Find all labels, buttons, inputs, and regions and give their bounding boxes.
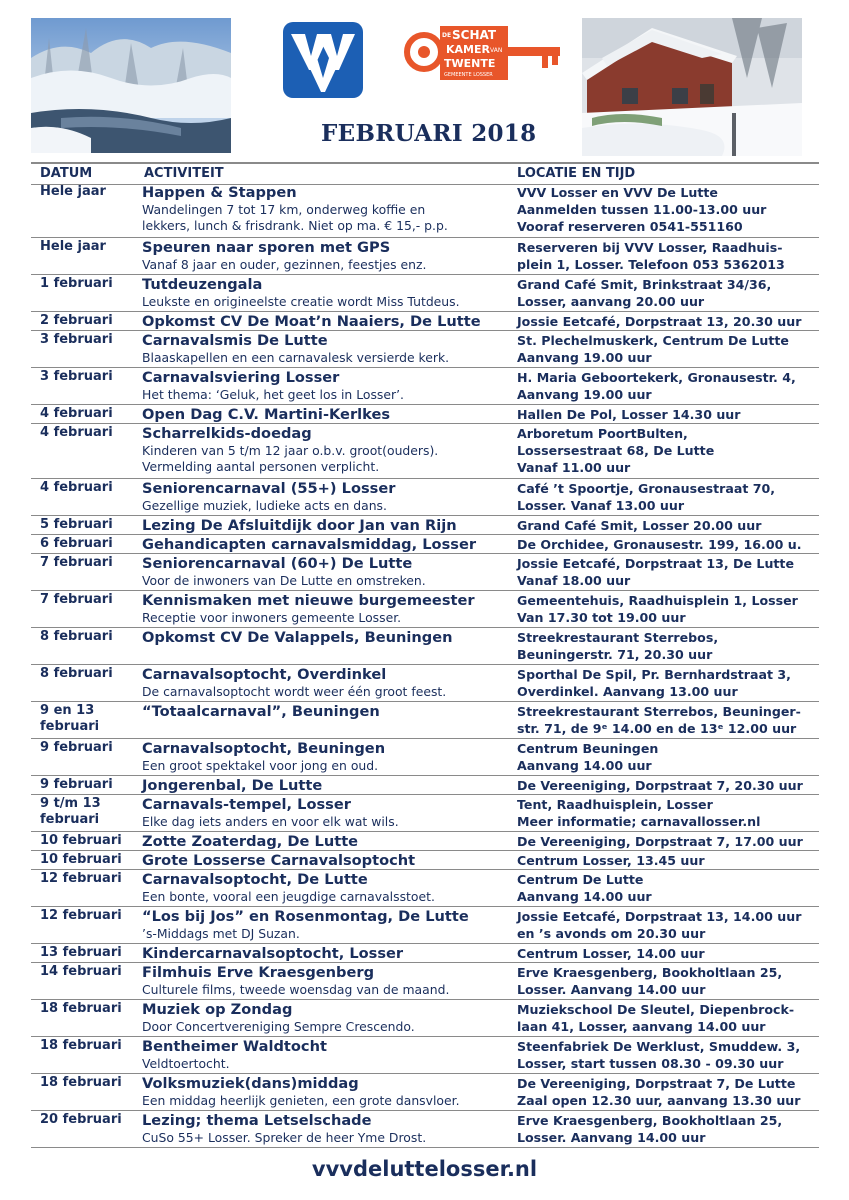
event-location: Erve Kraesgenberg, Bookholtlaan 25, Losser. Aanvang 14.00 uur — [517, 1113, 783, 1145]
vvv-logo — [283, 22, 363, 98]
event-date: 3 februari — [40, 369, 113, 384]
footer-divider — [31, 1147, 819, 1148]
event-location: Gemeentehuis, Raadhuisplein 1, Losser Van 17.30 tot 19.00 uur — [517, 593, 798, 625]
event-title: Lezing De Afsluitdijk door Jan van Rijn — [142, 517, 457, 534]
event-date: 4 februari — [40, 480, 113, 495]
event-location: Arboretum PoortBulten, Lossersestraat 68, De Lutte Vanaf 11.00 uur — [517, 426, 715, 475]
event-date: 9 februari — [40, 777, 113, 792]
event-date: 12 februari — [40, 871, 122, 886]
schatkamer-twente-logo — [402, 22, 572, 84]
event-activity — [142, 536, 512, 554]
event-title: Carnavalsviering Losser — [142, 369, 340, 386]
event-title: Volksmuziek(dans)middag — [142, 1075, 359, 1092]
event-description: Het thema: ‘Geluk, het geet los in Losser’. — [142, 387, 404, 402]
event-title: Filmhuis Erve Kraesgenberg — [142, 964, 375, 981]
schat-text-kamer: KAMER — [446, 43, 490, 56]
event-location: Centrum Beuningen Aanvang 14.00 uur — [517, 741, 659, 773]
event-date: 8 februari — [40, 629, 113, 644]
event-title: Carnavalsmis De Lutte — [142, 332, 328, 349]
event-activity — [142, 796, 512, 830]
event-location: Grand Café Smit, Losser 20.00 uur — [517, 518, 762, 533]
event-description: Een middag heerlijk genieten, een grote dansvloer. — [142, 1093, 460, 1108]
event-activity — [142, 703, 512, 721]
column-header-date: DATUM — [40, 166, 93, 181]
table-header — [31, 162, 819, 185]
event-activity — [142, 871, 512, 905]
event-location: Jossie Eetcafé, Dorpstraat 13, De Lutte Vanaf 18.00 uur — [517, 556, 794, 588]
event-title: Carnavalsoptocht, Beuningen — [142, 740, 386, 757]
event-description: Blaaskapellen en een carnavalesk versierde kerk. — [142, 350, 450, 365]
event-date: 18 februari — [40, 1038, 122, 1053]
event-date: Hele jaar — [40, 239, 106, 254]
event-date: 2 februari — [40, 313, 113, 328]
event-activity — [142, 1112, 512, 1146]
event-activity — [142, 592, 512, 626]
event-date: 9 t/m 13 februari — [40, 796, 101, 827]
event-date: 4 februari — [40, 425, 113, 440]
event-title: Kindercarnavalsoptocht, Losser — [142, 945, 404, 962]
event-location: St. Plechelmuskerk, Centrum De Lutte Aanvang 19.00 uur — [517, 333, 789, 365]
event-title: Carnavals-tempel, Losser — [142, 796, 351, 813]
event-activity — [142, 964, 512, 998]
event-description: Kinderen van 5 t/m 12 jaar o.b.v. groot(ouders). Vermelding aantal personen verplicht. — [142, 443, 439, 474]
event-date: 13 februari — [40, 945, 122, 960]
event-description: Voor de inwoners van De Lutte en omstreken. — [142, 573, 426, 588]
event-location: Steenfabriek De Werklust, Smuddew. 3, Losser, start tussen 08.30 - 09.30 uur — [517, 1039, 801, 1071]
event-row — [31, 832, 819, 851]
event-title: Bentheimer Waldtocht — [142, 1038, 327, 1055]
event-location: De Vereeniging, Dorpstraat 7, 20.30 uur — [517, 778, 803, 793]
event-row — [31, 516, 819, 535]
event-date: 4 februari — [40, 406, 113, 421]
event-title: Muziek op Zondag — [142, 1001, 293, 1018]
event-date: 6 februari — [40, 536, 113, 551]
event-activity — [142, 406, 512, 424]
event-date: 9 en 13 februari — [40, 703, 100, 734]
event-location: Hallen De Pol, Losser 14.30 uur — [517, 407, 741, 422]
event-location: De Vereeniging, Dorpstraat 7, 17.00 uur — [517, 834, 803, 849]
event-description: Culturele films, tweede woensdag van de maand. — [142, 982, 450, 997]
event-activity — [142, 555, 512, 589]
event-activity — [142, 313, 512, 331]
event-date: Hele jaar — [40, 184, 106, 199]
event-row — [31, 1037, 819, 1074]
event-title: “Los bij Jos” en Rosenmontag, De Lutte — [142, 908, 469, 925]
event-title: Gehandicapten carnavalsmiddag, Losser — [142, 536, 477, 553]
snowy-farmhouse-photo — [582, 18, 802, 156]
event-description: Veldtoertocht. — [142, 1056, 230, 1071]
event-location: Jossie Eetcafé, Dorpstraat 13, 14.00 uur en ’s avonds om 20.30 uur — [517, 909, 802, 941]
event-activity — [142, 480, 512, 514]
event-activity — [142, 332, 512, 366]
event-date: 20 februari — [40, 1112, 122, 1127]
event-activity — [142, 740, 512, 774]
event-row — [31, 312, 819, 331]
event-description: Een groot spektakel voor jong en oud. — [142, 758, 379, 773]
schat-text-schat: SCHAT — [452, 28, 497, 42]
event-activity — [142, 369, 512, 403]
event-title: Opkomst CV De Valappels, Beuningen — [142, 629, 453, 646]
events-table — [31, 183, 819, 1148]
schat-text-gemeente: GEMEENTE LOSSER — [444, 72, 493, 78]
event-location: Centrum Losser, 13.45 uur — [517, 853, 705, 868]
event-activity — [142, 945, 512, 963]
event-location: Centrum De Lutte Aanvang 14.00 uur — [517, 872, 652, 904]
event-row — [31, 238, 819, 275]
event-row — [31, 368, 819, 405]
event-location: Sporthal De Spil, Pr. Bernhardstraat 3, Overdinkel. Aanvang 13.00 uur — [517, 667, 791, 699]
event-location: VVV Losser en VVV De Lutte Aanmelden tussen 11.00-13.00 uur Vooraf reserveren 0541-551160 — [517, 185, 767, 234]
event-date: 1 februari — [40, 276, 113, 291]
event-row — [31, 554, 819, 591]
event-location: Grand Café Smit, Brinkstraat 34/36, Losser, aanvang 20.00 uur — [517, 277, 772, 309]
event-description: Vanaf 8 jaar en ouder, gezinnen, feestjes enz. — [142, 257, 427, 272]
event-description: Leukste en origineelste creatie wordt Miss Tutdeus. — [142, 294, 460, 309]
event-title: Open Dag C.V. Martini-Kerlkes — [142, 406, 391, 423]
event-activity — [142, 1038, 512, 1072]
event-activity — [142, 629, 512, 647]
event-title: Seniorencarnaval (55+) Losser — [142, 480, 396, 497]
page-header — [0, 0, 849, 162]
event-row — [31, 1000, 819, 1037]
event-date: 5 februari — [40, 517, 113, 532]
event-description: De carnavalsoptocht wordt weer één groot feest. — [142, 684, 447, 699]
event-date: 10 februari — [40, 852, 122, 867]
event-title: Kennismaken met nieuwe burgemeester — [142, 592, 475, 609]
event-row — [31, 851, 819, 870]
event-location: Jossie Eetcafé, Dorpstraat 13, 20.30 uur — [517, 314, 802, 329]
event-date: 7 februari — [40, 555, 113, 570]
event-location: De Orchidee, Gronausestr. 199, 16.00 u. — [517, 537, 802, 552]
event-activity — [142, 276, 512, 310]
event-row — [31, 963, 819, 1000]
event-date: 9 februari — [40, 740, 113, 755]
event-location: Reserveren bij VVV Losser, Raadhuis- plein 1, Losser. Telefoon 053 5362013 — [517, 240, 785, 272]
event-location: Tent, Raadhuisplein, Losser Meer informatie; carnavallosser.nl — [517, 797, 761, 829]
event-title: Speuren naar sporen met GPS — [142, 239, 391, 256]
event-row — [31, 479, 819, 516]
event-location: Streekrestaurant Sterrebos, Beuninger- str. 71, de 9ᵉ 14.00 en de 13ᵉ 12.00 uur — [517, 704, 801, 736]
event-date: 7 februari — [40, 592, 113, 607]
event-date: 12 februari — [40, 908, 122, 923]
event-description: Door Concertvereniging Sempre Crescendo. — [142, 1019, 415, 1034]
event-title: Carnavalsoptocht, De Lutte — [142, 871, 368, 888]
event-location: Centrum Losser, 14.00 uur — [517, 946, 705, 961]
event-activity — [142, 852, 512, 870]
event-activity — [142, 666, 512, 700]
event-activity — [142, 239, 512, 273]
event-title: Tutdeuzengala — [142, 276, 263, 293]
event-row — [31, 665, 819, 702]
schat-text-twente: TWENTE — [444, 57, 496, 70]
event-row — [31, 535, 819, 554]
event-row — [31, 739, 819, 776]
event-row — [31, 183, 819, 238]
event-activity — [142, 1001, 512, 1035]
event-row — [31, 795, 819, 832]
event-activity — [142, 1075, 512, 1109]
website-link[interactable]: vvvdeluttelosser.nl — [311, 1157, 538, 1181]
event-description: Een bonte, vooral een jeugdige carnavalsstoet. — [142, 889, 435, 904]
event-date: 3 februari — [40, 332, 113, 347]
event-activity — [142, 184, 512, 234]
event-title: Seniorencarnaval (60+) De Lutte — [142, 555, 413, 572]
event-activity — [142, 833, 512, 851]
event-date: 18 februari — [40, 1001, 122, 1016]
event-title: Lezing; thema Letselschade — [142, 1112, 372, 1129]
event-description: CuSo 55+ Losser. Spreker de heer Yme Drost. — [142, 1130, 427, 1145]
event-row — [31, 907, 819, 944]
event-title: Scharrelkids-doedag — [142, 425, 312, 442]
event-row — [31, 1111, 819, 1148]
event-date: 10 februari — [40, 833, 122, 848]
event-title: Carnavalsoptocht, Overdinkel — [142, 666, 387, 683]
event-description: Wandelingen 7 tot 17 km, onderweg koffie en lekkers, lunch & frisdrank. Niet op ma. € 15,- p.p. — [142, 202, 448, 233]
event-row — [31, 405, 819, 424]
event-description: ’s-Middags met DJ Suzan. — [142, 926, 300, 941]
event-row — [31, 944, 819, 963]
event-title: “Totaalcarnaval”, Beuningen — [142, 703, 380, 720]
event-description: Receptie voor inwoners gemeente Losser. — [142, 610, 402, 625]
event-description: Elke dag iets anders en voor elk wat wils. — [142, 814, 399, 829]
schat-text-van: VAN — [490, 47, 503, 54]
event-location: H. Maria Geboortekerk, Gronausestr. 4, Aanvang 19.00 uur — [517, 370, 796, 402]
event-row — [31, 702, 819, 739]
event-title: Happen & Stappen — [142, 184, 297, 201]
event-row — [31, 776, 819, 795]
event-title: Grote Losserse Carnavalsoptocht — [142, 852, 416, 869]
event-location: De Vereeniging, Dorpstraat 7, De Lutte Zaal open 12.30 uur, aanvang 13.30 uur — [517, 1076, 801, 1108]
event-location: Streekrestaurant Sterrebos, Beuningerstr. 71, 20.30 uur — [517, 630, 719, 662]
event-row — [31, 275, 819, 312]
event-location: Erve Kraesgenberg, Bookholtlaan 25, Losser. Aanvang 14.00 uur — [517, 965, 783, 997]
schat-text-de: DE — [442, 32, 452, 39]
event-activity — [142, 908, 512, 942]
column-header-location: LOCATIE EN TIJD — [517, 166, 636, 181]
event-title: Zotte Zoaterdag, De Lutte — [142, 833, 359, 850]
event-date: 8 februari — [40, 666, 113, 681]
event-row — [31, 1074, 819, 1111]
column-header-activity: ACTIVITEIT — [144, 166, 224, 181]
event-date: 14 februari — [40, 964, 122, 979]
event-title: Jongerenbal, De Lutte — [142, 777, 323, 794]
event-row — [31, 628, 819, 665]
event-activity — [142, 425, 512, 475]
event-row — [31, 331, 819, 368]
event-row — [31, 870, 819, 907]
event-title: Opkomst CV De Moat’n Naaiers, De Lutte — [142, 313, 481, 330]
event-location: Muziekschool De Sleutel, Diepenbrock- laan 41, Losser, aanvang 14.00 uur — [517, 1002, 795, 1034]
event-activity — [142, 777, 512, 795]
event-location: Café ’t Spoortje, Gronausestraat 70, Losser. Vanaf 13.00 uur — [517, 481, 776, 513]
winter-river-photo — [31, 18, 231, 153]
page-title: FEBRUARI 2018 — [321, 120, 537, 147]
event-date: 18 februari — [40, 1075, 122, 1090]
event-row — [31, 591, 819, 628]
event-description: Gezellige muziek, ludieke acts en dans. — [142, 498, 387, 513]
event-row — [31, 424, 819, 479]
event-activity — [142, 517, 512, 535]
